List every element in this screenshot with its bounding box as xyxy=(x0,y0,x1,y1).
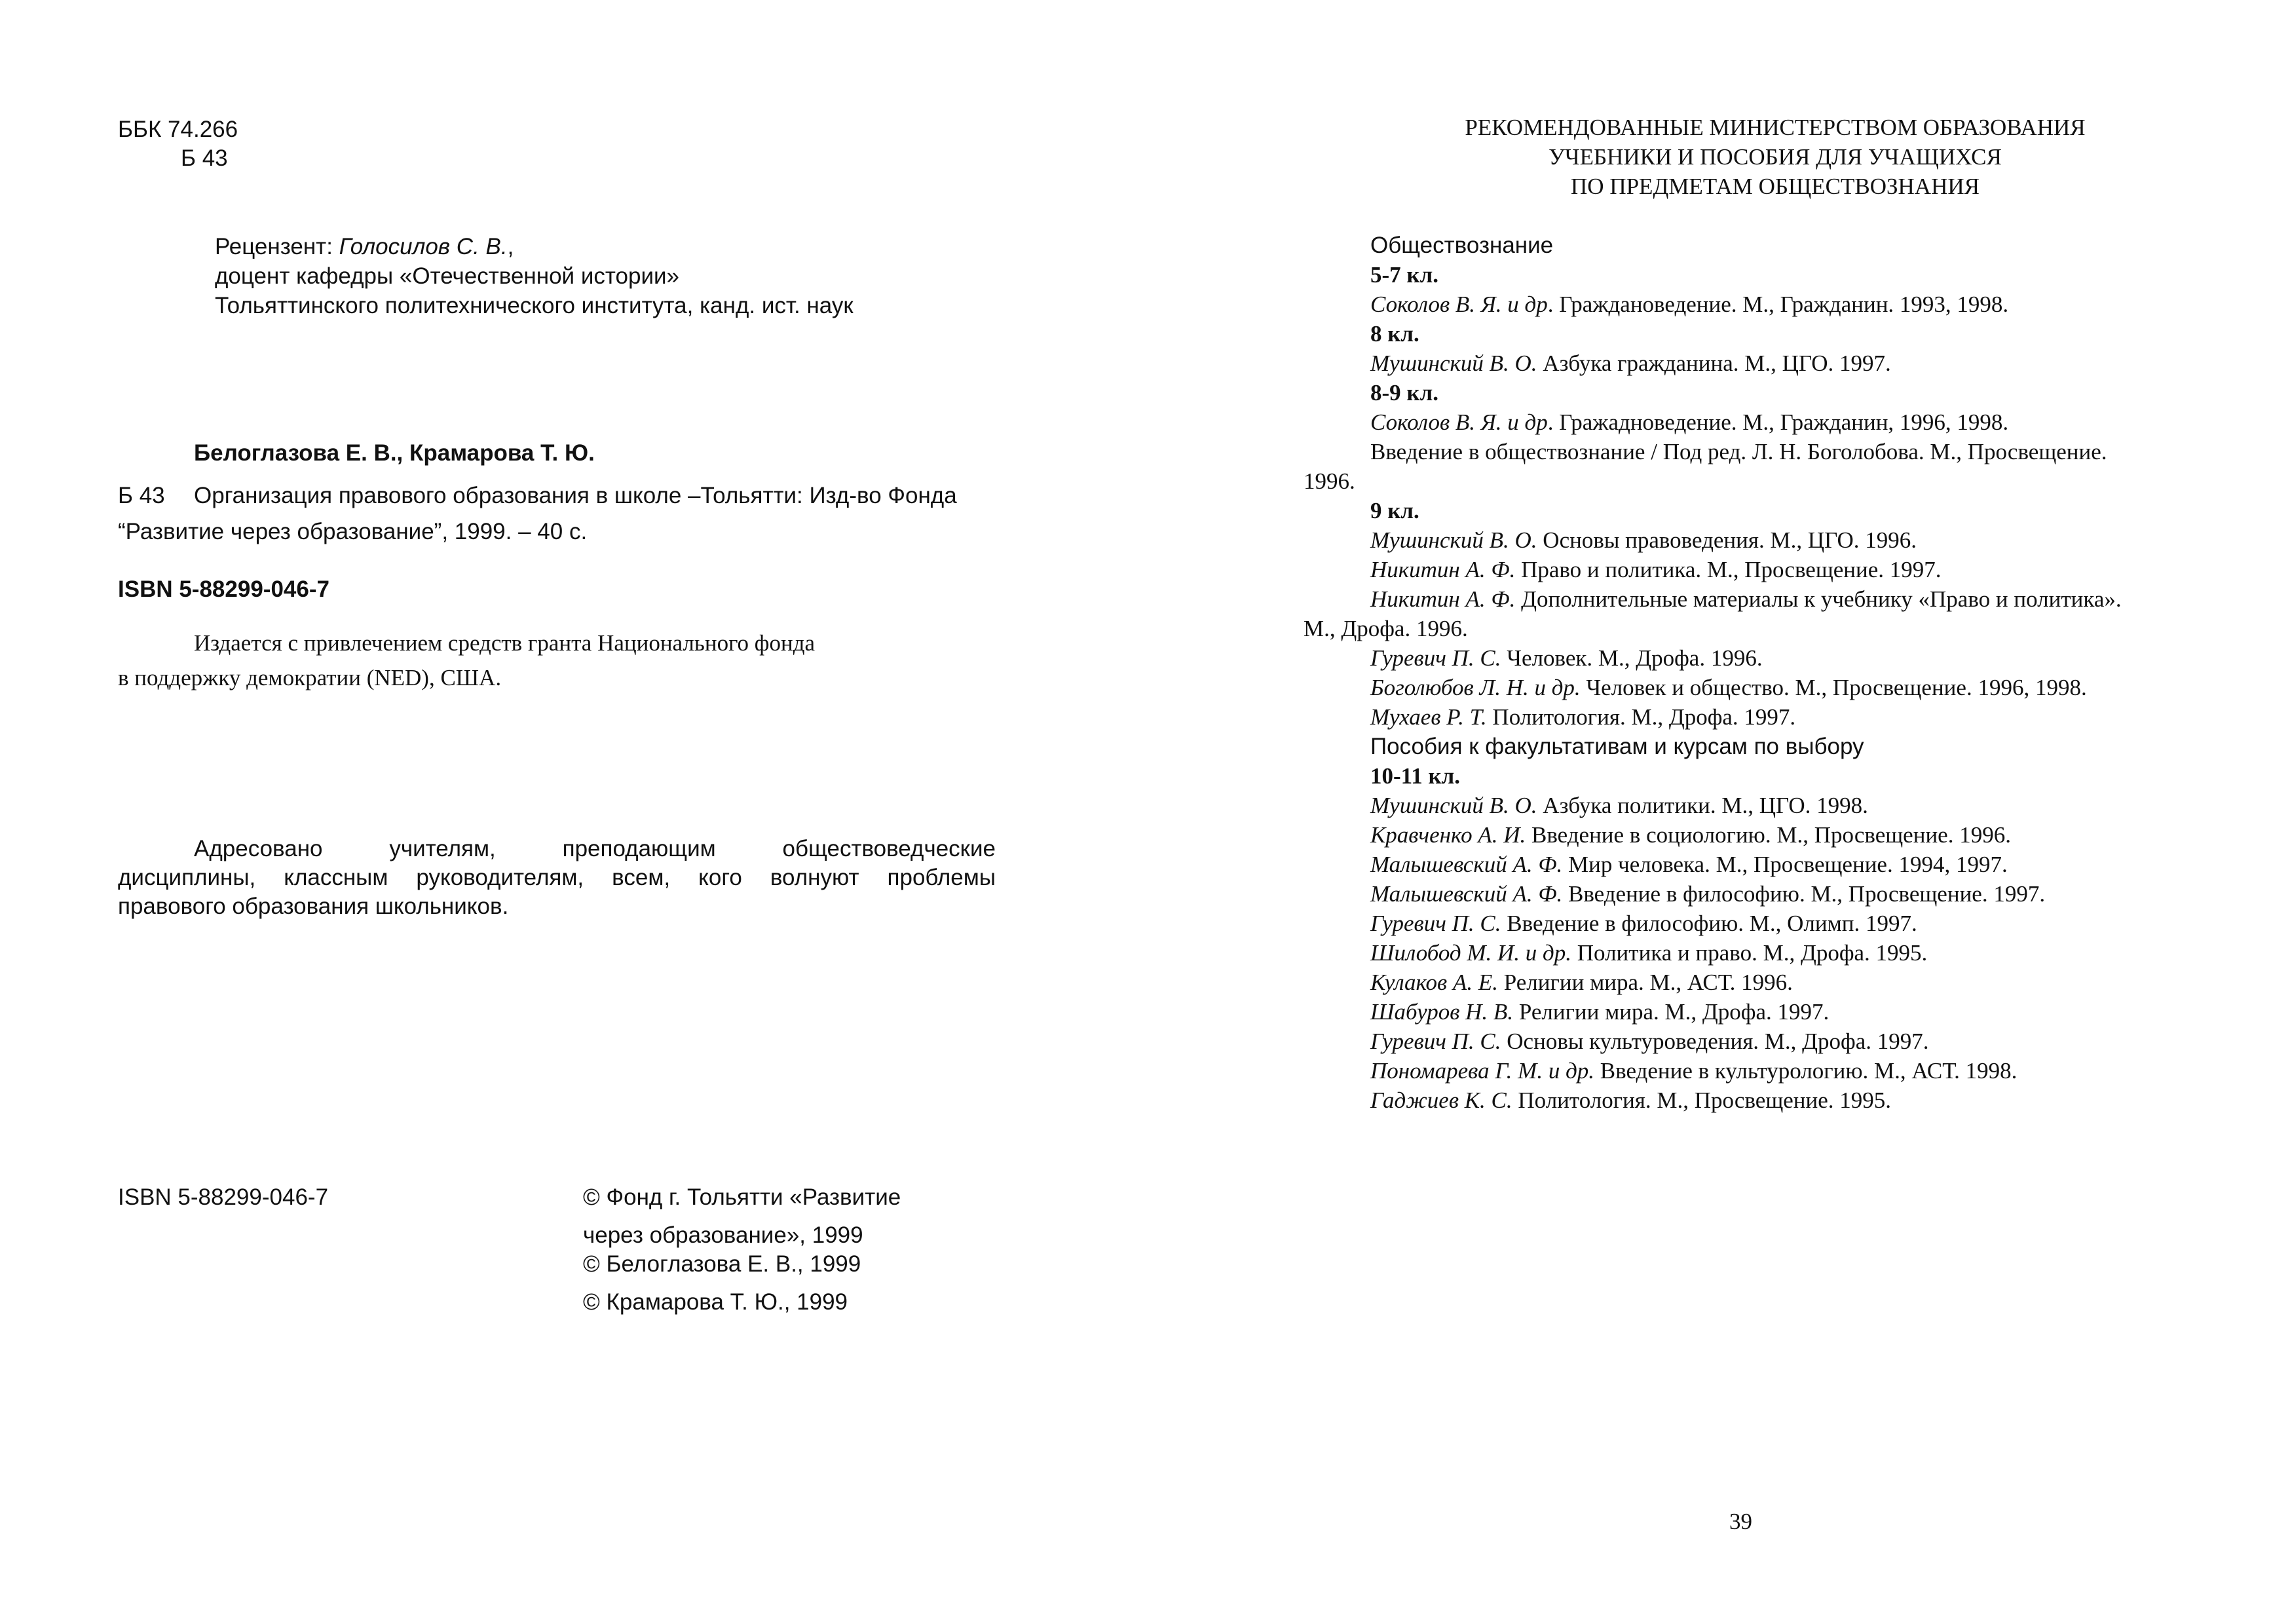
grant-line1: Издается с привлечением средств гранта Национального фонда xyxy=(194,630,816,656)
reviewer-position: доцент кафедры «Отечественной истории» xyxy=(215,263,680,289)
list-item-continuation: М., Дрофа. 1996. xyxy=(1304,616,1468,641)
copyright-fund-line2: через образование», 1999 xyxy=(583,1222,863,1248)
bbk-code: Б 43 xyxy=(181,145,228,171)
reviewer-line xyxy=(215,233,514,261)
book-authors: Белоглазова Е. В., Крамарова Т. Ю. xyxy=(194,440,595,466)
list-item: Соколов В. Я. и др. Гражадноведение. М., Гражданин, 1996, 1998. xyxy=(1370,409,2009,435)
list-item: Мушинский В. О. Азбука политики. М., ЦГО. 1998. xyxy=(1370,793,1868,818)
list-item: Мушинский В. О. Основы правоведения. М., ЦГО. 1996. xyxy=(1370,527,1917,553)
list-item: Пономарева Г. М. и др. Введение в культурологию. М., АСТ. 1998. xyxy=(1370,1058,2018,1084)
reviewer-comma: , xyxy=(507,234,514,259)
reviewer-label: Рецензент: xyxy=(215,234,333,259)
grade-8: 8 кл. xyxy=(1370,321,1419,347)
list-item: Гуревич П. С. Введение в философию. М., Олимп. 1997. xyxy=(1370,911,1917,936)
reviewer-name: Голосилов С. В. xyxy=(339,234,508,259)
heading-line3: ПО ПРЕДМЕТАМ ОБЩЕСТВОЗНАНИЯ xyxy=(1571,174,1980,199)
list-item: Гуревич П. С. Основы культуроведения. М., Дрофа. 1997. xyxy=(1370,1029,1929,1054)
heading-line2: УЧЕБНИКИ И ПОСОБИЯ ДЛЯ УЧАЩИХСЯ xyxy=(1549,144,2002,170)
catalog-entry-line1: Организация правового образования в школе –Тольятти: Изд-во Фонда xyxy=(194,483,957,508)
isbn-bold: ISBN 5-88299-046-7 xyxy=(118,576,329,602)
list-item: Гуревич П. С. Человек. М., Дрофа. 1996. xyxy=(1370,645,1763,671)
isbn-bottom: ISBN 5-88299-046-7 xyxy=(118,1184,329,1210)
list-item: Мушинский В. О. Азбука гражданина. М., ЦГО. 1997. xyxy=(1370,350,1891,376)
audience-line2: дисциплины, классным руководителям, всем, кого волнуют проблемы xyxy=(118,865,996,890)
bbk-index: ББК 74.266 xyxy=(118,117,238,142)
audience-line1: Адресовано учителям, преподающим обществоведческие xyxy=(194,836,996,861)
section-title-electives: Пособия к факультативам и курсам по выбору xyxy=(1370,734,1864,759)
list-item: Гаджиев К. С. Политология. М., Просвещение. 1995. xyxy=(1370,1087,1892,1113)
section-title-social-studies: Обществознание xyxy=(1370,233,1554,258)
grade-10-11: 10-11 кл. xyxy=(1370,763,1461,789)
audience-line3: правового образования школьников. xyxy=(118,894,509,919)
catalog-entry-line2: “Развитие через образование”, 1999. – 40 с. xyxy=(118,519,588,544)
page-number: 39 xyxy=(1729,1509,1752,1534)
reviewer-institute: Тольяттинского политехнического института, канд. ист. наук xyxy=(215,293,854,318)
list-item-continuation: 1996. xyxy=(1304,468,1355,494)
heading-line1: РЕКОМЕНДОВАННЫЕ МИНИСТЕРСТВОМ ОБРАЗОВАНИЯ xyxy=(1465,115,2086,140)
list-item: Шилобод М. И. и др. Политика и право. М., Дрофа. 1995. xyxy=(1370,940,1928,966)
grade-8-9: 8-9 кл. xyxy=(1370,380,1438,406)
grade-9: 9 кл. xyxy=(1370,498,1419,523)
list-item: Малышевский А. Ф. Введение в философию. М., Просвещение. 1997. xyxy=(1370,881,2046,907)
list-item: Мухаев Р. Т. Политология. М., Дрофа. 1997. xyxy=(1370,704,1796,730)
list-item: Введение в обществознание / Под ред. Л. Н. Боголобова. М., Просвещение. xyxy=(1370,439,2107,464)
list-item: Боголюбов Л. Н. и др. Человек и общество. М., Просвещение. 1996, 1998. xyxy=(1370,675,2087,700)
list-item: Кулаков А. Е. Религии мира. М., АСТ. 1996. xyxy=(1370,970,1793,995)
catalog-code: Б 43 xyxy=(118,483,165,508)
copyright-author1: © Белоглазова Е. В., 1999 xyxy=(583,1251,861,1277)
list-item: Никитин А. Ф. Право и политика. М., Просвещение. 1997. xyxy=(1370,557,1942,582)
grant-line2: в поддержку демократии (NED), США. xyxy=(118,665,502,690)
list-item: Никитин А. Ф. Дополнительные материалы к учебнику «Право и политика». xyxy=(1370,586,2122,612)
copyright-author2: © Крамарова Т. Ю., 1999 xyxy=(583,1289,848,1315)
list-item: Малышевский А. Ф. Мир человека. М., Просвещение. 1994, 1997. xyxy=(1370,852,2008,877)
grade-5-7: 5-7 кл. xyxy=(1370,262,1438,288)
list-item: Соколов В. Я. и др. Граждановедение. М., Гражданин. 1993, 1998. xyxy=(1370,292,2009,317)
list-item: Шабуров Н. В. Религии мира. М., Дрофа. 1997. xyxy=(1370,999,1830,1025)
list-item: Кравченко А. И. Введение в социологию. М., Просвещение. 1996. xyxy=(1370,822,2011,848)
copyright-fund-line1: © Фонд г. Тольятти «Развитие xyxy=(583,1184,901,1210)
